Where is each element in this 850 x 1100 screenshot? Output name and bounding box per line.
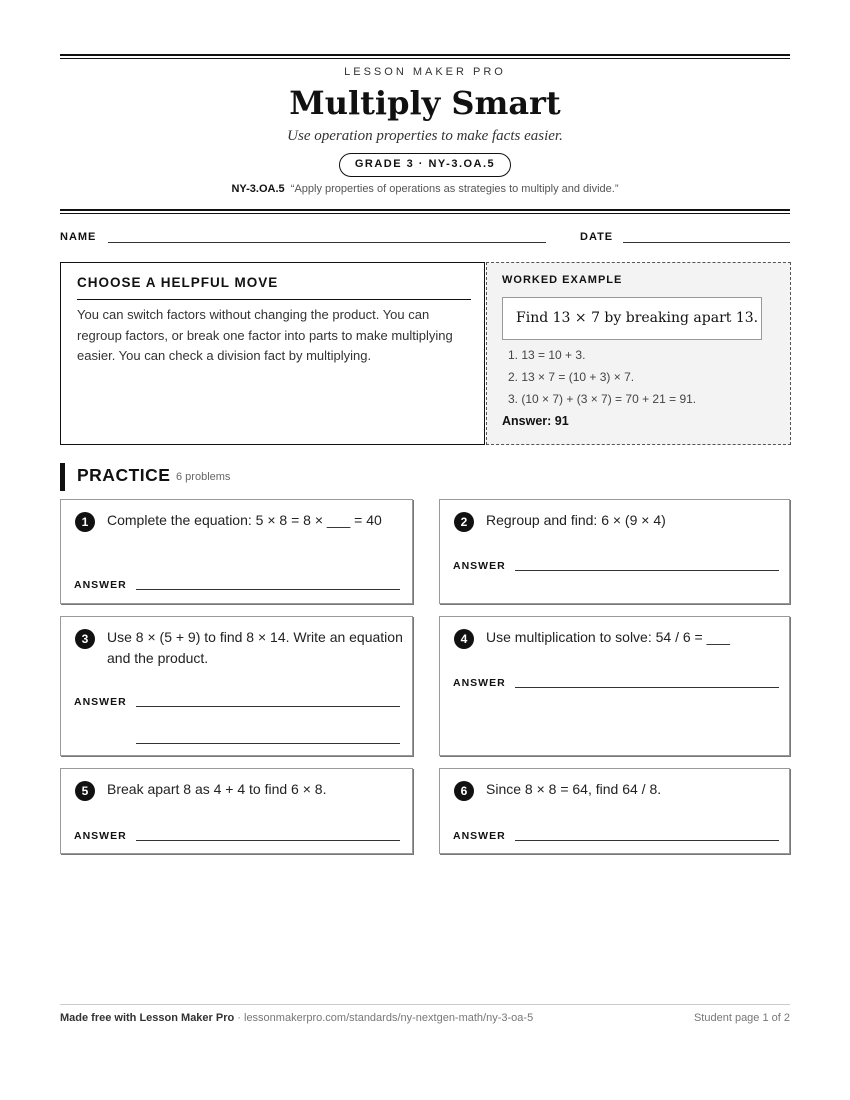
date-label: DATE	[580, 231, 614, 243]
problem-card-6	[439, 768, 790, 854]
worked-example-step: 1. 13 = 10 + 3.	[508, 348, 586, 362]
footer-credit	[60, 1012, 533, 1024]
worked-example-heading: WORKED EXAMPLE	[502, 274, 623, 286]
answer-line[interactable]	[515, 570, 779, 571]
problem-number: 2	[454, 512, 474, 532]
problem-text: Since 8 × 8 = 64, find 64 / 8.	[486, 781, 662, 797]
date-field[interactable]	[623, 242, 790, 243]
helpful-move-box	[60, 262, 485, 445]
name-label: NAME	[60, 231, 97, 243]
answer-line[interactable]	[136, 589, 400, 590]
answer-line[interactable]	[515, 687, 779, 688]
helpful-move-heading: CHOOSE A HELPFUL MOVE	[77, 275, 279, 290]
problem-card-3	[60, 616, 413, 756]
worked-example-box	[486, 262, 791, 445]
answer-label: ANSWER	[453, 677, 506, 689]
problem-number: 4	[454, 629, 474, 649]
problem-card-4	[439, 616, 790, 756]
problem-card-2	[439, 499, 790, 604]
page-title: Multiply Smart	[289, 84, 561, 122]
name-field[interactable]	[108, 242, 546, 243]
problem-number: 6	[454, 781, 474, 801]
grade-badge: GRADE 3 · NY-3.OA.5	[339, 153, 511, 177]
answer-label: ANSWER	[453, 830, 506, 842]
header-bottom-rule	[60, 209, 790, 214]
standard-description	[60, 183, 790, 195]
worked-example-answer: Answer: 91	[502, 414, 569, 428]
answer-line[interactable]	[136, 706, 400, 707]
problem-number: 3	[75, 629, 95, 649]
footer-url[interactable]: · lessonmakerpro.com/standards/ny-nextgen-math/ny-3-oa-5	[234, 1012, 534, 1024]
standard-code: NY-3.OA.5	[231, 183, 285, 195]
helpful-move-text: You can switch factors without changing the product. You can regroup factors, or break one factor into parts to make multiplying easier. You can check a division fact by multiplying.	[77, 307, 453, 363]
problem-text: Complete the equation: 5 × 8 = 8 × ___ = 40	[107, 512, 382, 528]
problem-text: Use multiplication to solve: 54 / 6 = ___	[486, 629, 730, 645]
answer-label: ANSWER	[453, 560, 506, 572]
problem-number: 5	[75, 781, 95, 801]
problem-text: Break apart 8 as 4 + 4 to find 6 × 8.	[107, 781, 327, 797]
problem-card-5	[60, 768, 413, 854]
answer-line-extra[interactable]	[136, 743, 400, 744]
brand-name: LESSON MAKER PRO	[344, 66, 506, 78]
problem-card-1	[60, 499, 413, 604]
problem-text: Use 8 × (5 + 9) to find 8 × 14. Write an equation and the product.	[107, 629, 403, 666]
helpful-move-divider	[77, 299, 471, 300]
answer-label: ANSWER	[74, 830, 127, 842]
practice-accent-bar	[60, 463, 65, 491]
standard-text: “Apply properties of operations as strategies to multiply and divide.”	[290, 183, 619, 195]
worked-example-step: 2. 13 × 7 = (10 + 3) × 7.	[508, 370, 635, 384]
footer-divider	[60, 1004, 790, 1005]
page-subtitle: Use operation properties to make facts easier.	[287, 128, 563, 144]
answer-line[interactable]	[136, 840, 400, 841]
answer-label: ANSWER	[74, 579, 127, 591]
footer-page-number: Student page 1 of 2	[693, 1012, 790, 1024]
worked-example-steps	[508, 344, 696, 410]
footer-made-with: Made free with Lesson Maker Pro	[60, 1012, 235, 1024]
worksheet-page	[60, 0, 790, 1100]
answer-label: ANSWER	[74, 696, 127, 708]
worked-example-step: 3. (10 × 7) + (3 × 7) = 70 + 21 = 91.	[508, 392, 697, 406]
practice-count: 6 problems	[176, 471, 231, 483]
practice-heading: PRACTICE	[77, 465, 171, 485]
problem-text: Regroup and find: 6 × (9 × 4)	[486, 512, 666, 528]
problem-number: 1	[75, 512, 95, 532]
answer-line[interactable]	[515, 840, 779, 841]
worked-example-prompt: Find 13 × 7 by breaking apart 13.	[502, 297, 762, 340]
header-top-rule	[60, 54, 790, 59]
